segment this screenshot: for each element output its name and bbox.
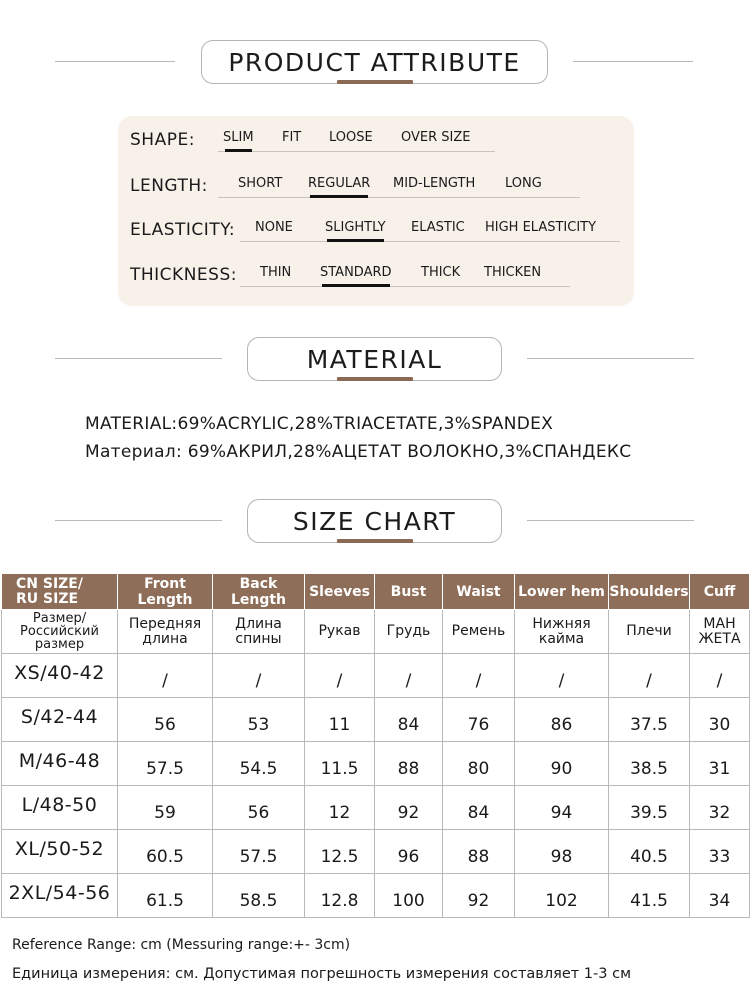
size-label-cell: 2XL/54-56	[2, 874, 118, 918]
size-label-cell: XL/50-52	[2, 830, 118, 874]
attr-option: THICKEN	[484, 265, 542, 280]
table-row	[2, 874, 750, 918]
ru-header-cell	[213, 610, 305, 654]
measurement-cell: 59	[118, 786, 213, 830]
header-cell: Bust	[375, 574, 443, 610]
attr-option-selected: SLIGHTLY	[325, 220, 386, 235]
measurement-cell: 37.5	[609, 698, 690, 742]
measurement-cell: 12.8	[305, 874, 375, 918]
header-line: RU SIZE	[16, 590, 79, 607]
attr-label: THICKNESS:	[130, 265, 237, 285]
size-chart-table	[1, 573, 750, 918]
measurement-cell: 90	[515, 742, 609, 786]
header-cn-ru-size	[2, 574, 118, 610]
table-row	[2, 742, 750, 786]
attr-option-selected: SLIM	[223, 130, 254, 145]
size-label-cell: L/48-50	[2, 786, 118, 830]
ru-header-line: Размер/	[32, 611, 87, 626]
ru-header-line: кайма	[538, 630, 585, 647]
measurement-cell: 98	[515, 830, 609, 874]
header-cell: Front Length	[118, 574, 213, 610]
measurement-note-ru: Единица измерения: см. Допустимая погрешность измерения составляет 1-3 см	[12, 966, 632, 982]
divider-left	[55, 358, 222, 359]
material-title	[247, 337, 502, 381]
ru-header-cell	[690, 610, 750, 654]
measurement-cell: /	[609, 654, 690, 698]
measurement-cell: 96	[375, 830, 443, 874]
ru-header-cell	[375, 610, 443, 654]
measurement-cell: 84	[375, 698, 443, 742]
measurement-cell: 58.5	[213, 874, 305, 918]
ru-header-line: длина	[142, 630, 188, 647]
size-label-cell: XS/40-42	[2, 654, 118, 698]
table-row	[2, 786, 750, 830]
table-row	[2, 654, 750, 698]
reference-range-note: Reference Range: cm (Messuring range:+- 3cm)	[12, 937, 351, 953]
attr-rule	[218, 151, 495, 152]
measurement-cell: 12	[305, 786, 375, 830]
measurement-cell: 80	[443, 742, 515, 786]
divider-right	[527, 520, 694, 521]
size-chart-title-text: SIZE CHART	[292, 506, 457, 536]
attribute-panel	[118, 116, 634, 306]
ru-header-line: Грудь	[386, 623, 431, 639]
measurement-cell: 60.5	[118, 830, 213, 874]
measurement-cell: 92	[375, 786, 443, 830]
measurement-cell: 41.5	[609, 874, 690, 918]
header-cell: Sleeves	[305, 574, 375, 610]
header-cell: Waist	[443, 574, 515, 610]
material-composition-ru: Материал: 69%АКРИЛ,28%АЦЕТАТ ВОЛОКНО,3%СПАНДЕКС	[85, 442, 632, 462]
measurement-cell: /	[118, 654, 213, 698]
table-row	[2, 830, 750, 874]
attr-label: LENGTH:	[130, 176, 208, 196]
measurement-cell: /	[443, 654, 515, 698]
table-row	[2, 698, 750, 742]
measurement-cell: 54.5	[213, 742, 305, 786]
size-label-cell: S/42-44	[2, 698, 118, 742]
attr-option: SHORT	[238, 176, 283, 191]
header-cell: Cuff	[690, 574, 750, 610]
product-attribute-heading	[0, 40, 750, 100]
header-cell: Shoulders	[609, 574, 690, 610]
attr-row-thickness	[118, 251, 634, 291]
measurement-cell: 53	[213, 698, 305, 742]
title-accent	[337, 377, 413, 381]
measurement-cell: 39.5	[609, 786, 690, 830]
measurement-cell: 61.5	[118, 874, 213, 918]
ru-header-size	[2, 610, 118, 654]
ru-header-cell	[609, 610, 690, 654]
attr-option-selected: REGULAR	[308, 176, 371, 191]
ru-header-line: ЖЕТА	[698, 630, 741, 647]
divider-right	[527, 358, 694, 359]
attr-option: THICK	[421, 265, 461, 280]
product-attribute-title-text: PRODUCT ATTRIBUTE	[228, 47, 521, 77]
attr-option: LONG	[505, 176, 542, 191]
attr-option-selected: STANDARD	[320, 265, 392, 280]
attr-option: NONE	[255, 220, 293, 235]
title-accent	[337, 539, 413, 543]
measurement-cell: /	[375, 654, 443, 698]
measurement-cell: 76	[443, 698, 515, 742]
attr-label: ELASTICITY:	[130, 220, 236, 240]
measurement-cell: 84	[443, 786, 515, 830]
size-chart-ru-header-row	[2, 610, 750, 654]
material-heading	[0, 337, 750, 397]
ru-header-line: МАН	[703, 615, 736, 632]
measurement-cell: /	[690, 654, 750, 698]
measurement-cell: 32	[690, 786, 750, 830]
product-attribute-title	[201, 40, 548, 84]
divider-left	[55, 520, 222, 521]
measurement-cell: 34	[690, 874, 750, 918]
ru-header-line: Нижняя	[532, 615, 591, 632]
measurement-cell: 33	[690, 830, 750, 874]
header-cell: Back Length	[213, 574, 305, 610]
ru-header-line: Российский	[20, 624, 99, 639]
measurement-cell: 56	[213, 786, 305, 830]
measurement-cell: 12.5	[305, 830, 375, 874]
measurement-cell: 57.5	[118, 742, 213, 786]
attr-rule	[240, 286, 570, 287]
ru-header-cell	[305, 610, 375, 654]
measurement-cell: 100	[375, 874, 443, 918]
header-cell: Lower hem	[515, 574, 609, 610]
attr-rule	[218, 197, 580, 198]
measurement-cell: 38.5	[609, 742, 690, 786]
measurement-cell: 86	[515, 698, 609, 742]
size-label-cell: M/46-48	[2, 742, 118, 786]
ru-header-line: Ремень	[451, 623, 506, 639]
measurement-cell: 30	[690, 698, 750, 742]
measurement-cell: 88	[443, 830, 515, 874]
measurement-cell: 102	[515, 874, 609, 918]
measurement-cell: 94	[515, 786, 609, 830]
divider-right	[573, 61, 693, 62]
measurement-cell: /	[305, 654, 375, 698]
material-title-text: MATERIAL	[306, 344, 443, 374]
measurement-cell: 56	[118, 698, 213, 742]
ru-header-line: Рукав	[318, 623, 361, 639]
ru-header-line: Передняя	[128, 615, 202, 632]
ru-header-cell	[515, 610, 609, 654]
divider-left	[55, 61, 175, 62]
attr-option: LOOSE	[329, 130, 373, 145]
ru-header-line: Длина	[235, 615, 282, 632]
ru-header-line: размер	[34, 637, 85, 652]
attr-row-shape	[118, 116, 634, 156]
measurement-cell: 11	[305, 698, 375, 742]
measurement-cell: 57.5	[213, 830, 305, 874]
attr-row-elasticity	[118, 206, 634, 246]
measurement-cell: 31	[690, 742, 750, 786]
header-line: CN SIZE/	[16, 575, 83, 592]
attr-option: ELASTIC	[411, 220, 465, 235]
size-chart-title	[247, 499, 502, 543]
measurement-cell: 40.5	[609, 830, 690, 874]
ru-header-line: спины	[235, 630, 282, 647]
attr-option: MID-LENGTH	[393, 176, 476, 191]
ru-header-line: Плечи	[626, 623, 672, 639]
attr-option: THIN	[260, 265, 292, 280]
ru-header-cell	[118, 610, 213, 654]
attr-option: OVER SIZE	[401, 130, 471, 145]
size-chart-heading	[0, 499, 750, 559]
attr-rule	[240, 241, 620, 242]
attr-option: HIGH ELASTICITY	[485, 220, 597, 235]
attr-row-length	[118, 162, 634, 202]
measurement-cell: 88	[375, 742, 443, 786]
title-accent	[337, 80, 413, 84]
measurement-cell: 92	[443, 874, 515, 918]
measurement-cell: /	[515, 654, 609, 698]
size-chart-header-row	[2, 574, 750, 610]
attr-label: SHAPE:	[130, 130, 195, 150]
material-composition-en: MATERIAL:69%ACRYLIC,28%TRIACETATE,3%SPANDEX	[85, 414, 554, 434]
attr-option: FIT	[282, 130, 302, 145]
ru-header-cell	[443, 610, 515, 654]
measurement-cell: /	[213, 654, 305, 698]
measurement-cell: 11.5	[305, 742, 375, 786]
